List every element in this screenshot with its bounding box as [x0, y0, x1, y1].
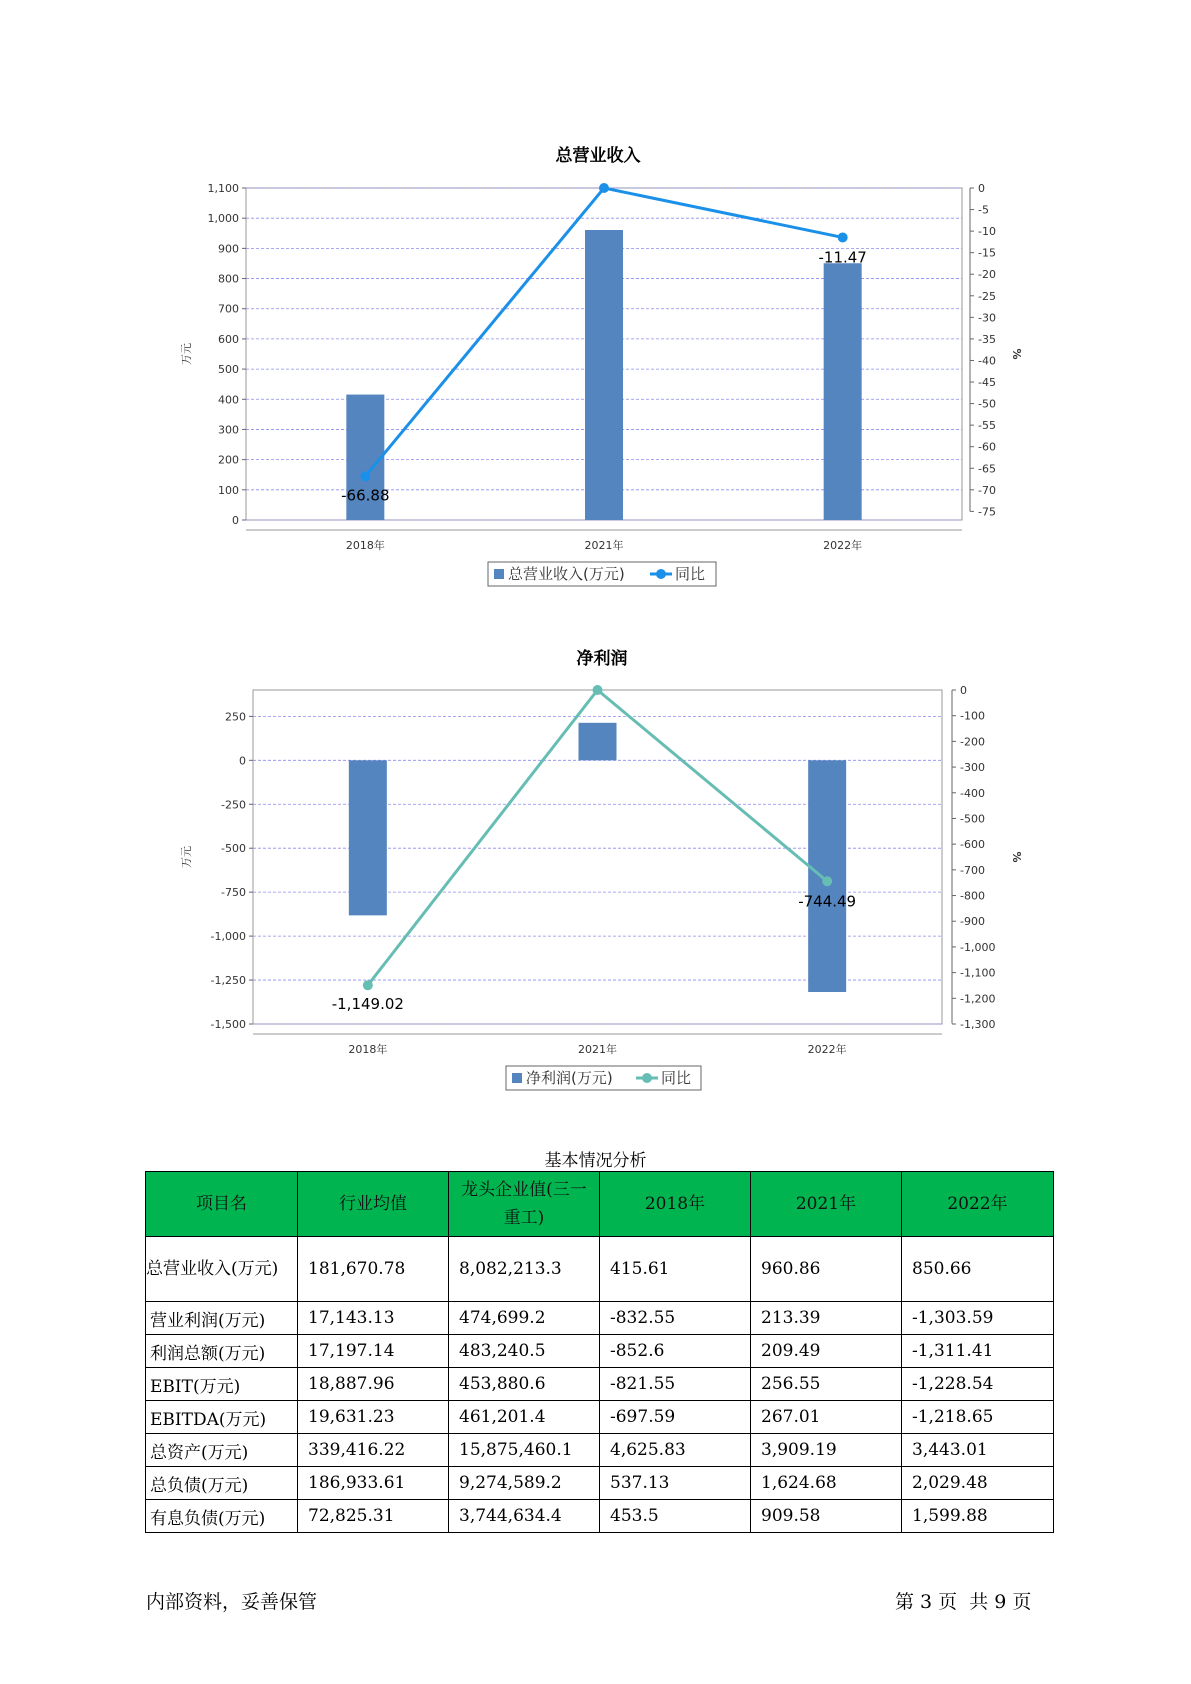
y2-tick-label: -35 — [978, 332, 996, 346]
y-tick-label: 800 — [218, 272, 239, 286]
row-label-cell: 总营业收入(万元) — [146, 1237, 298, 1302]
table-cell: 186,933.61 — [298, 1467, 449, 1500]
y2-tick-label: -300 — [960, 761, 985, 775]
table-cell: 181,670.78 — [298, 1237, 449, 1302]
table-header-cell: 2018年 — [600, 1172, 751, 1237]
y2-tick-label: 0 — [960, 684, 967, 697]
row-label-cell: 利润总额(万元) — [146, 1335, 298, 1368]
y2-tick-label: -50 — [978, 397, 996, 411]
table-cell: 3,443.01 — [902, 1434, 1054, 1467]
y-tick-label: 0 — [232, 514, 239, 527]
y-tick-label: -1,500 — [210, 1018, 246, 1031]
table-row — [146, 1434, 1054, 1467]
y2-tick-label: -30 — [978, 311, 996, 325]
y2-tick-label: -700 — [960, 863, 985, 877]
y2-tick-label: -100 — [960, 709, 985, 723]
y2-tick-label: -200 — [960, 735, 985, 749]
y2-tick-label: -400 — [960, 786, 985, 800]
y2-tick-label: -75 — [978, 505, 996, 519]
legend-bar-label: 净利润(万元) — [526, 1069, 613, 1087]
y2-tick-label: -70 — [978, 483, 996, 497]
row-label-cell: EBITDA(万元) — [146, 1401, 298, 1434]
chart-title: 净利润 — [576, 649, 628, 669]
table-cell: 415.61 — [600, 1237, 751, 1302]
y2-axis-label: % — [1010, 348, 1023, 360]
data-label: -11.47 — [818, 248, 867, 267]
table-cell: 3,909.19 — [751, 1434, 902, 1467]
data-label: -1,149.02 — [331, 995, 404, 1014]
y2-tick-label: -500 — [960, 812, 985, 826]
y-tick-label: 900 — [218, 242, 239, 256]
y2-tick-label: -800 — [960, 889, 985, 903]
x-tick-label: 2021年 — [584, 539, 624, 552]
y-tick-label: 400 — [218, 393, 239, 407]
table-cell: 483,240.5 — [449, 1335, 600, 1368]
table-cell: -832.55 — [600, 1302, 751, 1335]
x-tick-label: 2018年 — [345, 539, 385, 552]
table-cell: 9,274,589.2 — [449, 1467, 600, 1500]
y2-tick-label: -1,100 — [960, 966, 996, 980]
y-tick-label: -250 — [221, 798, 246, 812]
x-tick-label: 2022年 — [807, 1043, 847, 1056]
table-cell: 453,880.6 — [449, 1368, 600, 1401]
table-cell: 267.01 — [751, 1401, 902, 1434]
footer-confidential-note: 内部资料，妥善保管 — [146, 1591, 318, 1613]
table-cell: -1,228.54 — [902, 1368, 1054, 1401]
table-header-cell: 行业均值 — [298, 1172, 449, 1237]
y2-tick-label: -900 — [960, 915, 985, 929]
row-label-cell: 总负债(万元) — [146, 1467, 298, 1500]
y2-tick-label: -65 — [978, 462, 996, 476]
table-cell: 19,631.23 — [298, 1401, 449, 1434]
table-cell: 8,082,213.3 — [449, 1237, 600, 1302]
y2-tick-label: -60 — [978, 440, 996, 454]
table-header-cell: 项目名 — [146, 1172, 298, 1237]
y-tick-label: 1,000 — [207, 212, 239, 226]
y2-tick-label: -55 — [978, 419, 996, 433]
legend-bar-swatch — [512, 1073, 522, 1083]
table-cell: 339,416.22 — [298, 1434, 449, 1467]
data-label: -66.88 — [341, 486, 390, 505]
legend-line-marker — [642, 1073, 652, 1083]
y-tick-label: -1,000 — [210, 930, 246, 944]
table-header-cell: 2022年 — [902, 1172, 1054, 1237]
y2-tick-label: -20 — [978, 268, 996, 282]
table-row — [146, 1237, 1054, 1302]
y2-tick-label: -600 — [960, 838, 985, 852]
yoy-point — [363, 980, 373, 990]
basic-analysis-table — [145, 1171, 1054, 1533]
bar — [579, 723, 617, 761]
table-row — [146, 1500, 1054, 1533]
y-tick-label: 250 — [225, 710, 246, 724]
table-cell: 453.5 — [600, 1500, 751, 1533]
legend-line-label: 同比 — [661, 1069, 692, 1087]
table-cell: 18,887.96 — [298, 1368, 449, 1401]
table-row — [146, 1302, 1054, 1335]
y2-tick-label: -45 — [978, 376, 996, 390]
y-axis-label: 万元 — [180, 343, 193, 365]
table-cell: 4,625.83 — [600, 1434, 751, 1467]
table-cell: 850.66 — [902, 1237, 1054, 1302]
y-tick-label: -750 — [221, 886, 246, 900]
row-label-cell: 总资产(万元) — [146, 1434, 298, 1467]
y-tick-label: 200 — [218, 453, 239, 467]
data-label: -744.49 — [798, 892, 857, 911]
table-header-row — [146, 1172, 1054, 1237]
y2-tick-label: -15 — [978, 246, 996, 260]
x-tick-label: 2021年 — [578, 1043, 617, 1056]
y-tick-label: 300 — [218, 423, 239, 437]
table-caption: 基本情况分析 — [544, 1151, 647, 1171]
table-row — [146, 1467, 1054, 1500]
table-cell: -1,303.59 — [902, 1302, 1054, 1335]
table-cell: -852.6 — [600, 1335, 751, 1368]
legend-bar-label: 总营业收入(万元) — [508, 565, 625, 583]
table-cell: 474,699.2 — [449, 1302, 600, 1335]
table-cell: 209.49 — [751, 1335, 902, 1368]
y2-tick-label: -10 — [978, 225, 996, 239]
x-tick-label: 2022年 — [823, 539, 863, 552]
y2-tick-label: -25 — [978, 289, 996, 303]
y2-tick-label: 0 — [978, 182, 985, 195]
table-header-cell: 龙头企业值(三一重工) — [449, 1172, 600, 1237]
y2-tick-label: -1,000 — [960, 940, 996, 954]
chart-title: 总营业收入 — [555, 146, 641, 166]
y-tick-label: -1,250 — [210, 974, 246, 988]
yoy-point — [822, 876, 832, 886]
table-cell: 960.86 — [751, 1237, 902, 1302]
table-cell: 1,624.68 — [751, 1467, 902, 1500]
table-cell: 256.55 — [751, 1368, 902, 1401]
table-cell: -1,218.65 — [902, 1401, 1054, 1434]
y-tick-label: 0 — [239, 754, 246, 768]
table-cell: 537.13 — [600, 1467, 751, 1500]
y2-tick-label: -5 — [978, 203, 989, 217]
table-cell: 3,744,634.4 — [449, 1500, 600, 1533]
table-cell: 15,875,460.1 — [449, 1434, 600, 1467]
table-row — [146, 1401, 1054, 1434]
y2-axis-label: % — [1010, 851, 1023, 863]
legend-line-label: 同比 — [675, 565, 706, 583]
y-tick-label: 700 — [218, 302, 239, 316]
legend — [506, 1066, 701, 1090]
table-cell: -821.55 — [600, 1368, 751, 1401]
table-cell: 72,825.31 — [298, 1500, 449, 1533]
table-cell: 461,201.4 — [449, 1401, 600, 1434]
table-cell: 1,599.88 — [902, 1500, 1054, 1533]
table-cell: 2,029.48 — [902, 1467, 1054, 1500]
table-row — [146, 1368, 1054, 1401]
y-tick-label: 100 — [218, 483, 239, 497]
x-tick-label: 2018年 — [348, 1043, 388, 1056]
table-row — [146, 1335, 1054, 1368]
yoy-point — [593, 685, 603, 695]
table-cell: 17,197.14 — [298, 1335, 449, 1368]
table-cell: 909.58 — [751, 1500, 902, 1533]
table-cell: -1,311.41 — [902, 1335, 1054, 1368]
table-header-cell: 2021年 — [751, 1172, 902, 1237]
table-cell: 17,143.13 — [298, 1302, 449, 1335]
table-cell: -697.59 — [600, 1401, 751, 1434]
footer-page-number: 第 3 页 共 9 页 — [895, 1591, 1032, 1613]
row-label-cell: 营业利润(万元) — [146, 1302, 298, 1335]
y-tick-label: 500 — [218, 363, 239, 377]
y2-tick-label: -1,200 — [960, 992, 996, 1006]
y2-tick-label: -1,300 — [960, 1018, 996, 1031]
row-label-cell: EBIT(万元) — [146, 1368, 298, 1401]
y-axis-label: 万元 — [180, 846, 193, 868]
table-cell: 213.39 — [751, 1302, 902, 1335]
y-tick-label: -500 — [221, 842, 246, 856]
bar — [808, 760, 846, 992]
y-tick-label: 1,100 — [207, 182, 239, 195]
y2-tick-label: -40 — [978, 354, 996, 368]
table-body — [146, 1237, 1054, 1533]
y-tick-label: 600 — [218, 332, 239, 346]
row-label-cell: 有息负债(万元) — [146, 1500, 298, 1533]
bar — [349, 760, 387, 915]
